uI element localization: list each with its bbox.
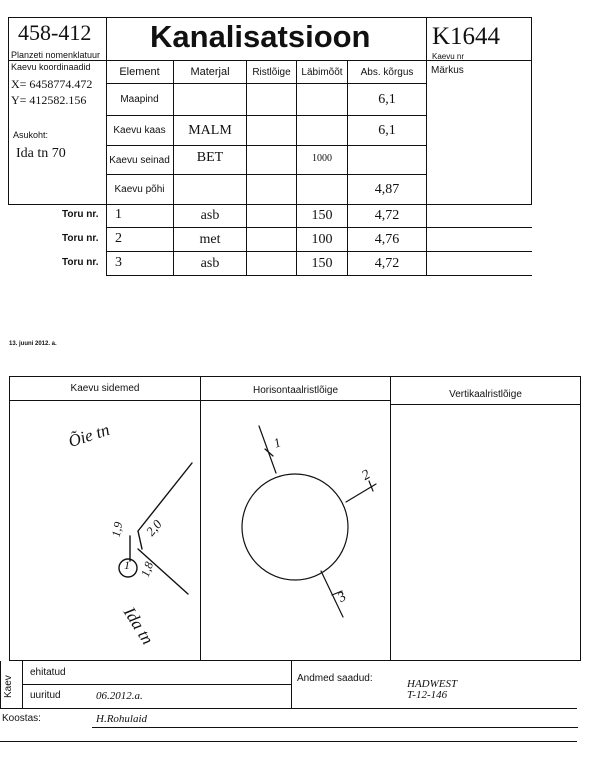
- element-name: Maapind: [120, 94, 159, 105]
- pipe-diameter: 150: [311, 255, 333, 271]
- pipe-number: 1: [115, 207, 122, 222]
- street-name-ida: Ida tn: [119, 603, 158, 648]
- compiled-by-value: H.Rohulaid: [96, 713, 148, 725]
- pipe-height: 4,76: [374, 231, 400, 247]
- element-name: Kaevu seinad: [109, 154, 170, 166]
- page-title: Kanalisatsioon: [150, 19, 371, 54]
- pipe-height: 4,72: [374, 255, 400, 271]
- column-header-element: Element: [119, 66, 160, 78]
- column-header-height: Abs. kõrgus: [360, 66, 414, 78]
- pipe-diameter: 150: [311, 208, 333, 223]
- pipe-number: 3: [115, 255, 122, 270]
- built-label: ehitatud: [30, 667, 66, 678]
- material-value: BET: [196, 150, 224, 165]
- location-label: Asukoht:: [13, 130, 49, 140]
- pipe-diameter: 100: [311, 231, 333, 247]
- data-source-value: HADWEST: [407, 678, 458, 690]
- element-name: Kaevu põhi: [114, 184, 165, 195]
- horizontal-section: [201, 401, 390, 659]
- compiled-by-label: Koostas:: [2, 713, 41, 724]
- pipe-label: Toru nr.: [62, 257, 99, 268]
- sheet-number: 458-412: [18, 20, 92, 45]
- coordinates-label: Kaevu koordinaadid: [11, 62, 91, 72]
- material-value: MALM: [188, 122, 232, 138]
- street-line-north: [138, 463, 192, 549]
- surveyed-value: 06.2012.a.: [96, 690, 143, 702]
- well-circle: [242, 474, 348, 580]
- sheet-caption: Planzeti nomenklatuur: [11, 50, 101, 60]
- location-value: Ida tn 70: [16, 146, 66, 161]
- pipe-ticks: [265, 449, 373, 595]
- column-header-diameter: Läbimõõt: [301, 66, 343, 78]
- sketch-well-number: 1: [124, 558, 130, 572]
- report-date: 13. juuni 2012. a.: [9, 341, 57, 347]
- pipe-height: 4,72: [374, 208, 400, 223]
- pipe-line-1: [259, 426, 276, 473]
- column-header-material: Materjal: [190, 66, 230, 78]
- pipe-material: met: [199, 231, 221, 247]
- element-name: Kaevu kaas: [113, 125, 166, 136]
- column-header-cross-section: Ristlõige: [252, 66, 291, 78]
- pipe-label: Toru nr.: [62, 209, 99, 220]
- vertical-panel-title: Vertikaalristlõige: [449, 388, 522, 400]
- height-value: 4,87: [374, 181, 400, 197]
- pipe-material: asb: [200, 208, 220, 223]
- pipe-label: Toru nr.: [62, 233, 99, 244]
- height-value: 6,1: [378, 91, 396, 107]
- sketch-dimension-3: 1,8: [137, 559, 157, 579]
- well-caption: Kaevu nr: [432, 52, 465, 61]
- data-source-label: Andmed saadud:: [297, 673, 373, 684]
- pipe-label-1: 1: [271, 434, 283, 451]
- diameter-value: 1000: [312, 152, 332, 164]
- sketch-dimension-2: 2,0: [142, 516, 165, 539]
- height-value: 6,1: [378, 122, 396, 138]
- links-panel-title: Kaevu sidemed: [70, 382, 140, 394]
- surveyed-label: uuritud: [30, 690, 61, 701]
- street-name-oie: Õie tn: [65, 419, 112, 452]
- column-header-notes: Märkus: [431, 65, 464, 76]
- pipe-number: 2: [115, 231, 122, 246]
- coordinate-y: Y= 412582.156: [11, 93, 87, 107]
- horizontal-panel-title: Horisontaalristlõige: [252, 384, 339, 396]
- pipe-label-2: 2: [359, 467, 374, 484]
- pipe-label-3: 3: [335, 589, 350, 606]
- well-section-label: Kaev: [3, 675, 14, 698]
- data-source-code: T-12-146: [407, 689, 448, 701]
- sketch-dimension-1: 1,9: [108, 520, 126, 539]
- well-number: K1644: [432, 23, 501, 50]
- pipe-material: asb: [200, 255, 220, 271]
- coordinate-x: X= 6458774.472: [11, 77, 93, 91]
